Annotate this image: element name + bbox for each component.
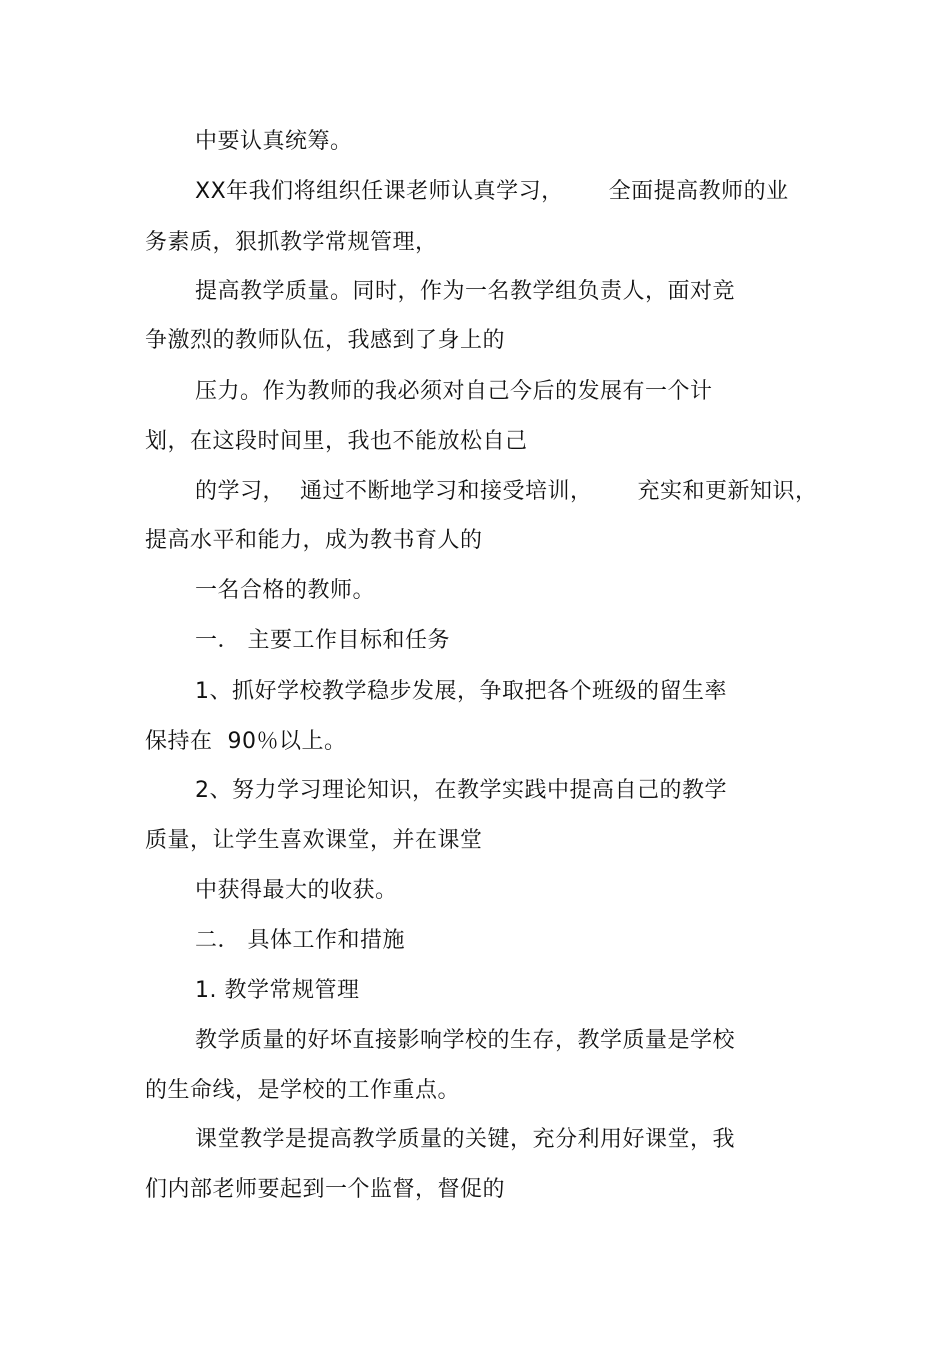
text-line: 课堂教学是提高教学质量的关键，充分利用好课堂，我 bbox=[195, 1127, 736, 1152]
text-line: 中要认真统筹。 bbox=[195, 129, 353, 154]
text-line: 一名合格的教师。 bbox=[195, 578, 376, 603]
section-heading: 一． 主要工作目标和任务 bbox=[195, 628, 450, 653]
text-line: 提高水平和能力，成为教书育人的 bbox=[145, 528, 483, 553]
text-line: 中获得最大的收获。 bbox=[195, 878, 398, 903]
text-line: 们内部老师要起到一个监督，督促的 bbox=[145, 1177, 506, 1202]
text-line: 保持在 90％以上。 bbox=[145, 729, 347, 754]
list-item: 2、努力学习理论知识，在教学实践中提高自己的教学 bbox=[195, 778, 727, 803]
text-line: 的学习， 通过不断地学习和接受培训， 充实和更新知识， bbox=[195, 479, 818, 504]
text-line: 教学质量的好坏直接影响学校的生存，教学质量是学校 bbox=[195, 1028, 736, 1053]
text-line: 划，在这段时间里，我也不能放松自己 bbox=[145, 429, 528, 454]
list-item: 1、抓好学校教学稳步发展，争取把各个班级的留生率 bbox=[195, 679, 727, 704]
section-heading: 二． 具体工作和措施 bbox=[195, 928, 405, 953]
subsection-heading: 1. 教学常规管理 bbox=[195, 978, 360, 1003]
text-line: 提高教学质量。同时，作为一名教学组负责人，面对竞 bbox=[195, 279, 736, 304]
text-line: 务素质，狠抓教学常规管理， bbox=[145, 230, 438, 255]
text-line: 的生命线，是学校的工作重点。 bbox=[145, 1078, 461, 1103]
text-line: XX年我们将组织任课老师认真学习， 全面提高教师的业 bbox=[195, 179, 789, 204]
text-line: 质量，让学生喜欢课堂，并在课堂 bbox=[145, 828, 483, 853]
text-line: 压力。作为教师的我必须对自己今后的发展有一个计 bbox=[195, 379, 713, 404]
text-line: 争激烈的教师队伍，我感到了身上的 bbox=[145, 328, 506, 353]
